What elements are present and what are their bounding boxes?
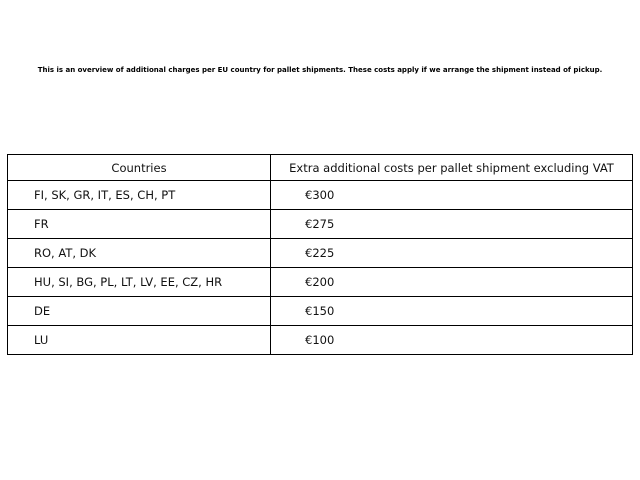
charges-table [7, 154, 633, 355]
table-row [8, 297, 633, 326]
cost-cell: €150 [271, 297, 633, 326]
countries-cell: DE [8, 297, 271, 326]
table-row [8, 210, 633, 239]
table-header-row [8, 155, 633, 181]
table-row [8, 239, 633, 268]
cost-cell: €225 [271, 239, 633, 268]
countries-cell: LU [8, 326, 271, 355]
column-header-countries: Countries [8, 155, 271, 181]
table-body [8, 181, 633, 355]
cost-cell: €100 [271, 326, 633, 355]
column-header-extra-costs: Extra additional costs per pallet shipment excluding VAT [271, 155, 633, 181]
cost-cell: €275 [271, 210, 633, 239]
countries-cell: FR [8, 210, 271, 239]
countries-cell: FI, SK, GR, IT, ES, CH, PT [8, 181, 271, 210]
table-row [8, 268, 633, 297]
countries-cell: HU, SI, BG, PL, LT, LV, EE, CZ, HR [8, 268, 271, 297]
cost-cell: €200 [271, 268, 633, 297]
page-description: This is an overview of additional charges per EU country for pallet shipments. These costs apply if we arrange the shipment instead of pickup. [37, 66, 603, 74]
table-row [8, 181, 633, 210]
countries-cell: RO, AT, DK [8, 239, 271, 268]
cost-cell: €300 [271, 181, 633, 210]
table-row [8, 326, 633, 355]
